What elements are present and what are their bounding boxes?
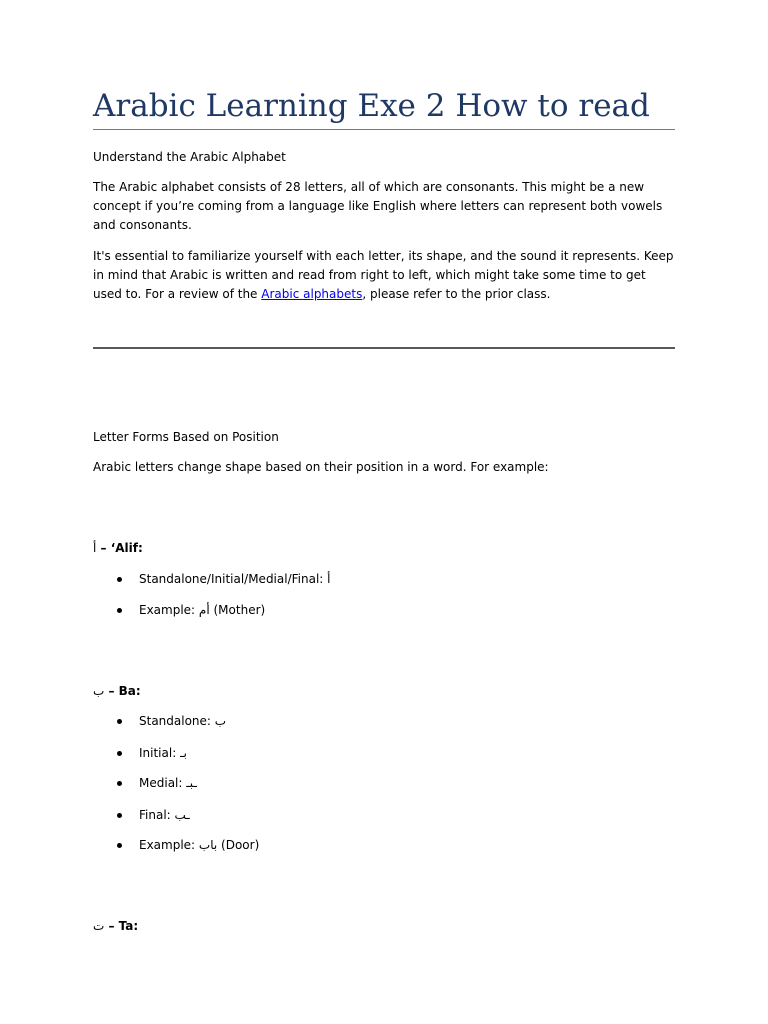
list-item-text: Initial: بـ <box>139 746 187 760</box>
paragraph-familiarize-text: It's essential to familiarize yourself with each letter, its shape, and the sound it represents. Keep in mind that Arabic is written and read from right to left, which might take some time to get used to. For a review of the <box>93 249 674 301</box>
title-underline <box>93 129 675 130</box>
list-item-text: Example: باب (Door) <box>139 838 260 852</box>
bullet-icon <box>117 719 122 724</box>
paragraph-familiarize-tail: , please refer to the prior class. <box>362 287 551 301</box>
letter-name-ta: – Ta: <box>104 919 139 933</box>
arabic-alphabets-link[interactable]: Arabic alphabets <box>261 287 363 301</box>
bullet-icon <box>117 781 122 786</box>
letter-glyph-ta: ت <box>93 919 105 933</box>
paragraph-familiarize <box>93 247 675 304</box>
letter-name-alif: – ‘Alif: <box>96 541 143 555</box>
letter-glyph-alif: أ <box>93 541 97 555</box>
page-title: Arabic Learning Exe 2 How to read <box>93 88 650 124</box>
paragraph-letter-forms-intro: Arabic letters change shape based on their position in a word. For example: <box>93 460 549 474</box>
bullet-icon <box>117 813 122 818</box>
section-heading-letter-forms: Letter Forms Based on Position <box>93 430 279 444</box>
section-heading-alphabet: Understand the Arabic Alphabet <box>93 150 286 164</box>
letter-glyph-ba: ب <box>93 684 105 698</box>
bullet-icon <box>117 608 122 613</box>
list-item-text: Final: ـب <box>139 808 190 822</box>
letter-heading-alif <box>93 539 675 558</box>
letter-name-ba: – Ba: <box>104 684 141 698</box>
list-item-text: Medial: ـبـ <box>139 776 197 790</box>
section-divider <box>93 347 675 349</box>
letter-heading-ba <box>93 682 675 701</box>
bullet-icon <box>117 577 122 582</box>
list-item-text: Example: أم (Mother) <box>139 603 266 617</box>
bullet-icon <box>117 843 122 848</box>
bullet-icon <box>117 751 122 756</box>
letter-heading-ta <box>93 917 675 936</box>
list-item-text: Standalone/Initial/Medial/Final: أ <box>139 572 331 586</box>
list-item-text: Standalone: ب <box>139 714 227 728</box>
paragraph-alphabet-intro: The Arabic alphabet consists of 28 letters, all of which are consonants. This might be a new concept if you’re coming from a language like English where letters can represent both vowels and consonants. <box>93 180 663 232</box>
